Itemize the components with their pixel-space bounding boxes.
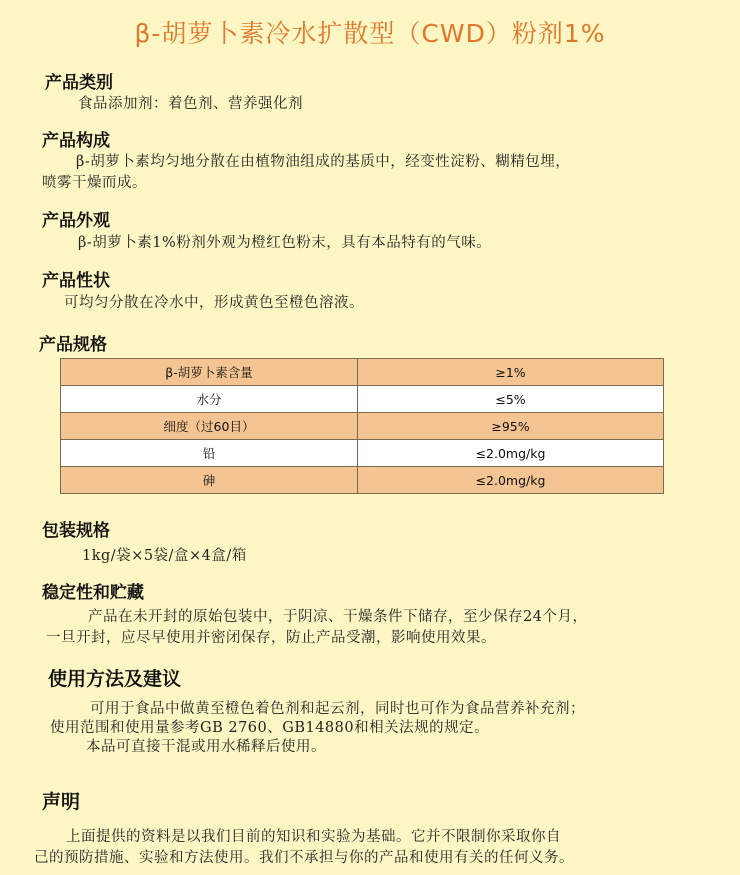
spec-item: 水分: [61, 386, 358, 413]
text-disclaimer-line1: 上面提供的资料是以我们目前的知识和实验为基础。它并不限制你采取你自: [66, 829, 561, 845]
heading-usage: 使用方法及建议: [48, 668, 182, 690]
text-composition-line2: 喷雾干燥而成。: [42, 175, 147, 191]
heading-disclaimer: 声明: [42, 791, 81, 813]
text-usage-line3: 本品可直接干混或用水稀释后使用。: [86, 739, 326, 755]
heading-packaging: 包装规格: [42, 521, 110, 541]
text-usage-line2: 使用范围和使用量参考GB 2760、GB14880和相关法规的规定。: [50, 720, 490, 736]
table-row: [61, 467, 664, 494]
spec-value: ≤2.0mg/kg: [358, 440, 664, 467]
table-row: [61, 440, 664, 467]
heading-storage: 稳定性和贮藏: [42, 583, 144, 603]
spec-value: ≥95%: [358, 413, 664, 440]
spec-item: 砷: [61, 467, 358, 494]
text-appearance: β-胡萝卜素1%粉剂外观为橙红色粉末，具有本品特有的气味。: [78, 235, 492, 251]
heading-composition: 产品构成: [42, 131, 110, 151]
text-disclaimer-line2: 己的预防措施、实验和方法使用。我们不承担与你的产品和使用有关的任何义务。: [34, 850, 574, 866]
table-row: [61, 386, 664, 413]
spec-table: [60, 358, 664, 494]
text-category: 食品添加剂：着色剂、营养强化剂: [78, 96, 303, 112]
text-composition-line1: β-胡萝卜素均匀地分散在由植物油组成的基质中，经变性淀粉、糊精包埋，: [76, 154, 571, 170]
text-properties: 可均匀分散在冷水中，形成黄色至橙色溶液。: [64, 295, 364, 311]
text-storage-line2: 一旦开封，应尽早使用并密闭保存，防止产品受潮，影响使用效果。: [46, 630, 496, 646]
heading-specs: 产品规格: [39, 335, 107, 355]
spec-value: ≥1%: [358, 359, 664, 386]
text-packaging: 1kg/袋×5袋/盒×4盒/箱: [82, 548, 247, 564]
spec-item: 细度（过60目）: [61, 413, 358, 440]
heading-category: 产品类别: [45, 73, 113, 93]
heading-appearance: 产品外观: [42, 211, 110, 231]
spec-item: β-胡萝卜素含量: [61, 359, 358, 386]
page-title: β-胡萝卜素冷水扩散型（CWD）粉剂1%: [134, 19, 606, 48]
table-row: [61, 413, 664, 440]
table-row: [61, 359, 664, 386]
text-usage-line1: 可用于食品中做黄至橙色着色剂和起云剂，同时也可作为食品营养补充剂；: [90, 701, 585, 717]
heading-properties: 产品性状: [42, 271, 110, 291]
spec-value: ≤2.0mg/kg: [358, 467, 664, 494]
spec-item: 铅: [61, 440, 358, 467]
text-storage-line1: 产品在未开封的原始包装中，于阴凉、干燥条件下储存，至少保存24个月，: [88, 609, 588, 625]
spec-value: ≤5%: [358, 386, 664, 413]
